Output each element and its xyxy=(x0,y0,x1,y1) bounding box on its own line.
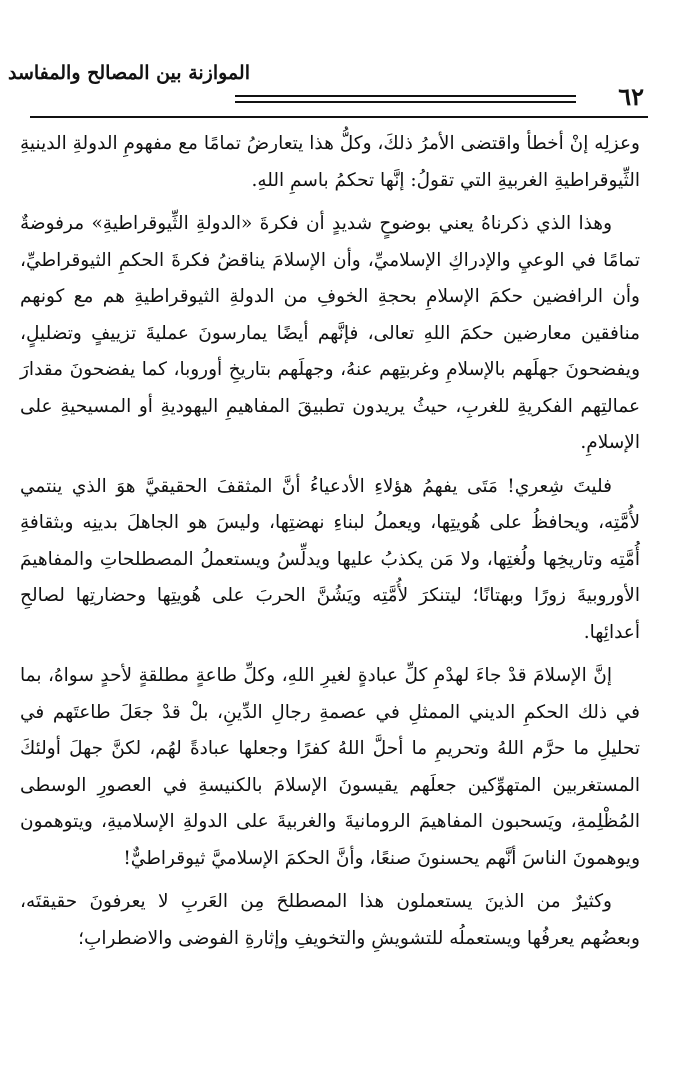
header-underline xyxy=(30,116,648,118)
header-rule-upper xyxy=(235,95,576,97)
paragraph-2: وهذا الذي ذكرناهُ يعني بوضوحٍ شديدٍ أن فكرةَ «الدولةِ الثِّيوقراطيةِ» مرفوضةٌ تمامًا في الوعيِ والإدراكِ الإسلاميِّ، وأن الإسلامَ يناقضُ فكرةَ الحكمِ الثيوقراطيِّ، وأن الرافضين حكمَ الإسلامِ بحجةِ الخوفِ من الدولةِ الثيوقراطيةِ هم مع كونهم منافقين معارضين حكمَ اللهِ تعالى، فإنَّهم أيضًا يمارسونَ عمليةَ تزييفٍ وتضليلٍ، ويفضحونَ جهلَهم بالإسلامِ وغربتِهم عنهُ، وجهلَهم بتاريخِ أوروبا، كما يفضحونَ مقدارَ عمالتِهم الفكريةِ للغربِ، حيثُ يريدون تطبيقَ المفاهيمِ اليهوديةِ أو المسيحيةِ على الإسلامِ. xyxy=(20,213,640,453)
paragraph-4: إنَّ الإسلامَ قدْ جاءَ لهدْمِ كلِّ عبادةٍ لغيرِ اللهِ، وكلِّ طاعةٍ مطلقةٍ لأحدٍ سواهُ، بما في ذلك الحكمِ الديني الممثلِ في عصمةِ رجالِ الدِّينِ، بلْ قدْ جعَلَ طاعتَهم في تحليلِ ما حرَّم اللهُ وتحريمِ ما أحلَّ اللهُ كفرًا وجعلها عبادةً لهُم، لكنَّ جهلَ أولئكَ المستغربين المتهوِّكين جعلَهم يقيسونَ الإسلامَ بالكنيسةِ في العصورِ الوسطى المُظْلِمةِ، ويَسحبون المفاهيمَ الرومانيةَ والغربيةَ على الدولةِ الإسلاميةِ، ويتوهمون ويوهمونَ الناسَ أنَّهم يحسنونَ صنعًا، وأنَّ الحكمَ الإسلاميَّ ثيوقراطيٌّ! xyxy=(20,665,640,869)
page-header xyxy=(7,58,648,111)
paragraph-3: فليتَ شِعري! مَتَى يفهمُ هؤلاءِ الأدعياءُ أنَّ المثقفَ الحقيقيَّ هوَ الذي ينتمي لأُمَّتِه، ويحافظُ على هُويتِها، ويعملُ لبناءِ نهضتِها، وليسَ هو الجاهلَ بدينِه وبثقافةِ أُمَّتِه وتاريخِها ولُغتِها، ولا مَن يكذبُ عليها ويدلِّسُ ويستعملُ المصطلحاتِ والمفاهيمَ الأوروبيةَ زورًا وبهتانًا؛ ليتنكرَ لأُمَّتِه ويَشُنَّ الحربَ على هُويتِها وحضارتِها لصالحِ أعدائِها. xyxy=(20,475,640,643)
page-body xyxy=(20,126,640,957)
paragraph-5: وكثيرٌ من الذينَ يستعملون هذا المصطلحَ مِن العَربِ لا يعرفونَ حقيقتَه، وبعضُهم يعرفُها ويستعملُه للتشويشِ والتخويفِ وإثارةِ الفوضى والاضطرابِ؛ xyxy=(20,891,640,949)
header-rule-lower xyxy=(235,101,576,103)
page-number: ٦٢ xyxy=(618,82,644,111)
paragraph-1: وعزلِه إنْ أخطأ واقتضى الأمرُ ذلكَ، وكلُّ هذا يتعارضُ تمامًا مع مفهومِ الدولةِ الدينيةِ الثِّيوقراطيةِ الغربيةِ التي تقولُ: إنَّها تحكمُ باسمِ اللهِ. xyxy=(20,133,640,191)
running-title: الموازنة بين المصالح والمفاسد xyxy=(7,62,250,84)
